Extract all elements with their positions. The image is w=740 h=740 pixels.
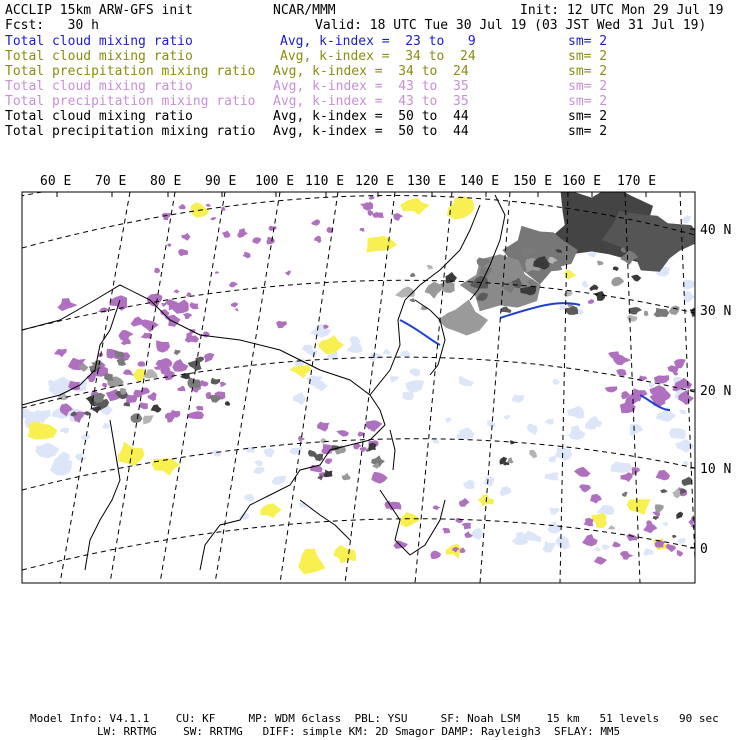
longitude-label: 90 E bbox=[205, 174, 237, 189]
map-layers bbox=[0, 186, 703, 584]
legend-field-name: Total cloud mixing ratio bbox=[5, 79, 193, 94]
legend-field-name: Total cloud mixing ratio bbox=[5, 34, 193, 49]
legend-smoothing: sm= 2 bbox=[568, 34, 608, 49]
legend-field-name: Total precipitation mixing ratio bbox=[5, 94, 256, 109]
legend-field-name: Total precipitation mixing ratio bbox=[5, 124, 256, 139]
latitude-label: 0 bbox=[700, 542, 708, 557]
longitude-label: 110 E bbox=[305, 174, 345, 189]
upper-cloud-patch bbox=[120, 388, 127, 395]
legend-k-index: Avg, k-index = 43 to 35 bbox=[273, 94, 469, 109]
legend-k-index: Avg, k-index = 43 to 35 bbox=[273, 79, 469, 94]
longitude-label: 130 E bbox=[407, 174, 447, 189]
legend-field-name: Total cloud mixing ratio bbox=[5, 109, 193, 124]
legend-smoothing: sm= 2 bbox=[568, 94, 608, 109]
longitude-label: 70 E bbox=[95, 174, 127, 189]
longitude-label: 150 E bbox=[513, 174, 553, 189]
legend-smoothing: sm= 2 bbox=[568, 124, 608, 139]
legend-smoothing: sm= 2 bbox=[568, 64, 608, 79]
longitude-label: 60 E bbox=[40, 174, 72, 189]
model-info-line: Model Info: V4.1.1 CU: KF MP: WDM 6class PBL: YSU SF: Noah LSM 15 km 51 levels 90 sec bbox=[30, 712, 719, 725]
latitude-label: 20 N bbox=[700, 384, 732, 399]
forecast-hour: Fcst: 30 h bbox=[5, 18, 99, 33]
longitude-label: 140 E bbox=[460, 174, 500, 189]
valid-time: Valid: 18 UTC Tue 30 Jul 19 (03 JST Wed 31 Jul 19) bbox=[315, 18, 707, 33]
legend-k-index: Avg, k-index = 34 to 24 bbox=[280, 49, 476, 64]
physics-info-line: LW: RRTMG SW: RRTMG DIFF: simple KM: 2D Smagor DAMP: Rayleigh3 SFLAY: MM5 bbox=[97, 725, 621, 738]
init-time: Init: 12 UTC Mon 29 Jul 19 bbox=[520, 3, 724, 18]
legend-field-name: Total cloud mixing ratio bbox=[5, 49, 193, 64]
longitude-label: 100 E bbox=[255, 174, 295, 189]
longitude-label: 160 E bbox=[562, 174, 602, 189]
legend-smoothing: sm= 2 bbox=[568, 109, 608, 124]
longitude-label: 80 E bbox=[150, 174, 182, 189]
longitude-label: 120 E bbox=[355, 174, 395, 189]
organization-label: NCAR/MMM bbox=[273, 3, 336, 18]
latitude-label: 30 N bbox=[700, 304, 732, 319]
model-title: ACCLIP 15km ARW-GFS init bbox=[5, 3, 193, 18]
legend-field-name: Total precipitation mixing ratio bbox=[5, 64, 256, 79]
legend-k-index: Avg, k-index = 50 to 44 bbox=[273, 124, 469, 139]
legend-k-index: Avg, k-index = 34 to 24 bbox=[273, 64, 469, 79]
legend-smoothing: sm= 2 bbox=[568, 79, 608, 94]
latitude-label: 40 N bbox=[700, 223, 732, 238]
legend-k-index: Avg, k-index = 23 to 9 bbox=[280, 34, 476, 49]
legend-k-index: Avg, k-index = 50 to 44 bbox=[273, 109, 469, 124]
longitude-label: 170 E bbox=[617, 174, 657, 189]
legend-smoothing: sm= 2 bbox=[568, 49, 608, 64]
latitude-label: 10 N bbox=[700, 462, 732, 477]
